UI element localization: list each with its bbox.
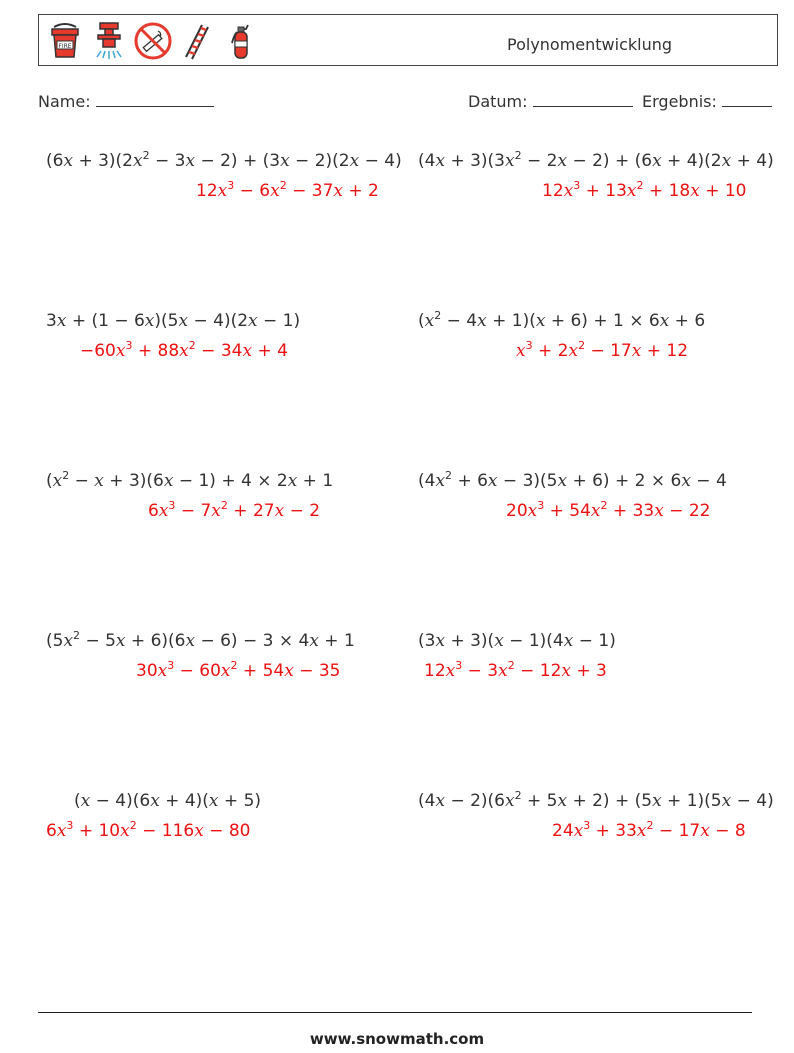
name-blank[interactable] bbox=[96, 92, 214, 107]
problem-answer: $12x^3 + 13x^2 + 18x + 10$ bbox=[542, 179, 747, 201]
problem-answer: $6x^3 + 10x^2 - 116x - 80$ bbox=[46, 819, 251, 841]
date-label: Datum: bbox=[468, 92, 528, 111]
problem-4 bbox=[418, 310, 705, 362]
problem-2 bbox=[418, 150, 774, 202]
problem-question: $(4x^2 + 6x - 3)(5x + 6) + 2 \times 6x - 4$ bbox=[418, 469, 727, 491]
result-blank[interactable] bbox=[722, 92, 772, 107]
problem-answer: $-60x^3 + 88x^2 - 34x + 4$ bbox=[80, 339, 288, 361]
problem-answer: $12x^3 - 3x^2 - 12x + 3$ bbox=[424, 659, 607, 681]
footer-divider bbox=[38, 1012, 752, 1013]
problem-question: $(x^2 - x + 3)(6x - 1) + 4 \times 2x + 1$ bbox=[46, 469, 334, 491]
sprinkler-icon bbox=[89, 19, 129, 63]
problem-question: $(x^2 - 4x + 1)(x + 6) + 1 \times 6x + 6$ bbox=[418, 309, 706, 331]
fire-extinguisher-icon bbox=[221, 19, 261, 63]
problem-question: (3x + 3)(x − 1)(4x − 1) bbox=[418, 631, 616, 651]
bucket-label: FIRE bbox=[58, 43, 72, 50]
problem-6 bbox=[418, 470, 727, 522]
ladder-icon bbox=[177, 19, 217, 63]
problem-3 bbox=[46, 310, 300, 362]
no-smoking-icon bbox=[133, 19, 173, 63]
problem-10 bbox=[418, 790, 774, 842]
icon-strip bbox=[45, 19, 261, 63]
problem-9 bbox=[46, 790, 261, 842]
worksheet-title: Polynomentwicklung bbox=[507, 35, 673, 54]
problem-answer: $20x^3 + 54x^2 + 33x - 22$ bbox=[506, 499, 711, 521]
fire-bucket-icon bbox=[45, 19, 85, 63]
problem-8 bbox=[418, 630, 616, 682]
footer-website[interactable]: www.snowmath.com bbox=[309, 1030, 485, 1048]
problem-answer: $x^3 + 2x^2 - 17x + 12$ bbox=[516, 339, 689, 361]
result-field[interactable] bbox=[642, 92, 772, 111]
result-label: Ergebnis: bbox=[642, 92, 717, 111]
problem-5 bbox=[46, 470, 333, 522]
problem-question: (x − 4)(6x + 4)(x + 5) bbox=[74, 791, 262, 811]
problem-answer: $6x^3 - 7x^2 + 27x - 2$ bbox=[148, 499, 321, 521]
problem-question: $(4x + 3)(3x^2 - 2x - 2) + (6x + 4)(2x + 4)$ bbox=[418, 149, 774, 171]
problem-question: 3x + (1 − 6x)(5x − 4)(2x − 1) bbox=[46, 311, 301, 331]
problem-question: $(4x - 2)(6x^2 + 5x + 2) + (5x + 1)(5x - 4)$ bbox=[418, 789, 774, 811]
date-field[interactable] bbox=[468, 92, 633, 111]
name-field[interactable] bbox=[38, 92, 214, 111]
problem-answer: $24x^3 + 33x^2 - 17x - 8$ bbox=[552, 819, 746, 841]
problem-question: $(5x^2 - 5x + 6)(6x - 6) - 3 \times 4x + 1$ bbox=[46, 629, 355, 651]
date-blank[interactable] bbox=[533, 92, 633, 107]
problem-1 bbox=[46, 150, 402, 202]
problem-7 bbox=[46, 630, 355, 682]
problem-answer: $12x^3 - 6x^2 - 37x + 2$ bbox=[196, 179, 379, 201]
problem-answer: $30x^3 - 60x^2 + 54x - 35$ bbox=[136, 659, 341, 681]
header-box bbox=[38, 14, 778, 66]
problem-question: $(6x + 3)(2x^2 - 3x - 2) + (3x - 2)(2x - 4)$ bbox=[46, 149, 402, 171]
name-label: Name: bbox=[38, 92, 91, 111]
